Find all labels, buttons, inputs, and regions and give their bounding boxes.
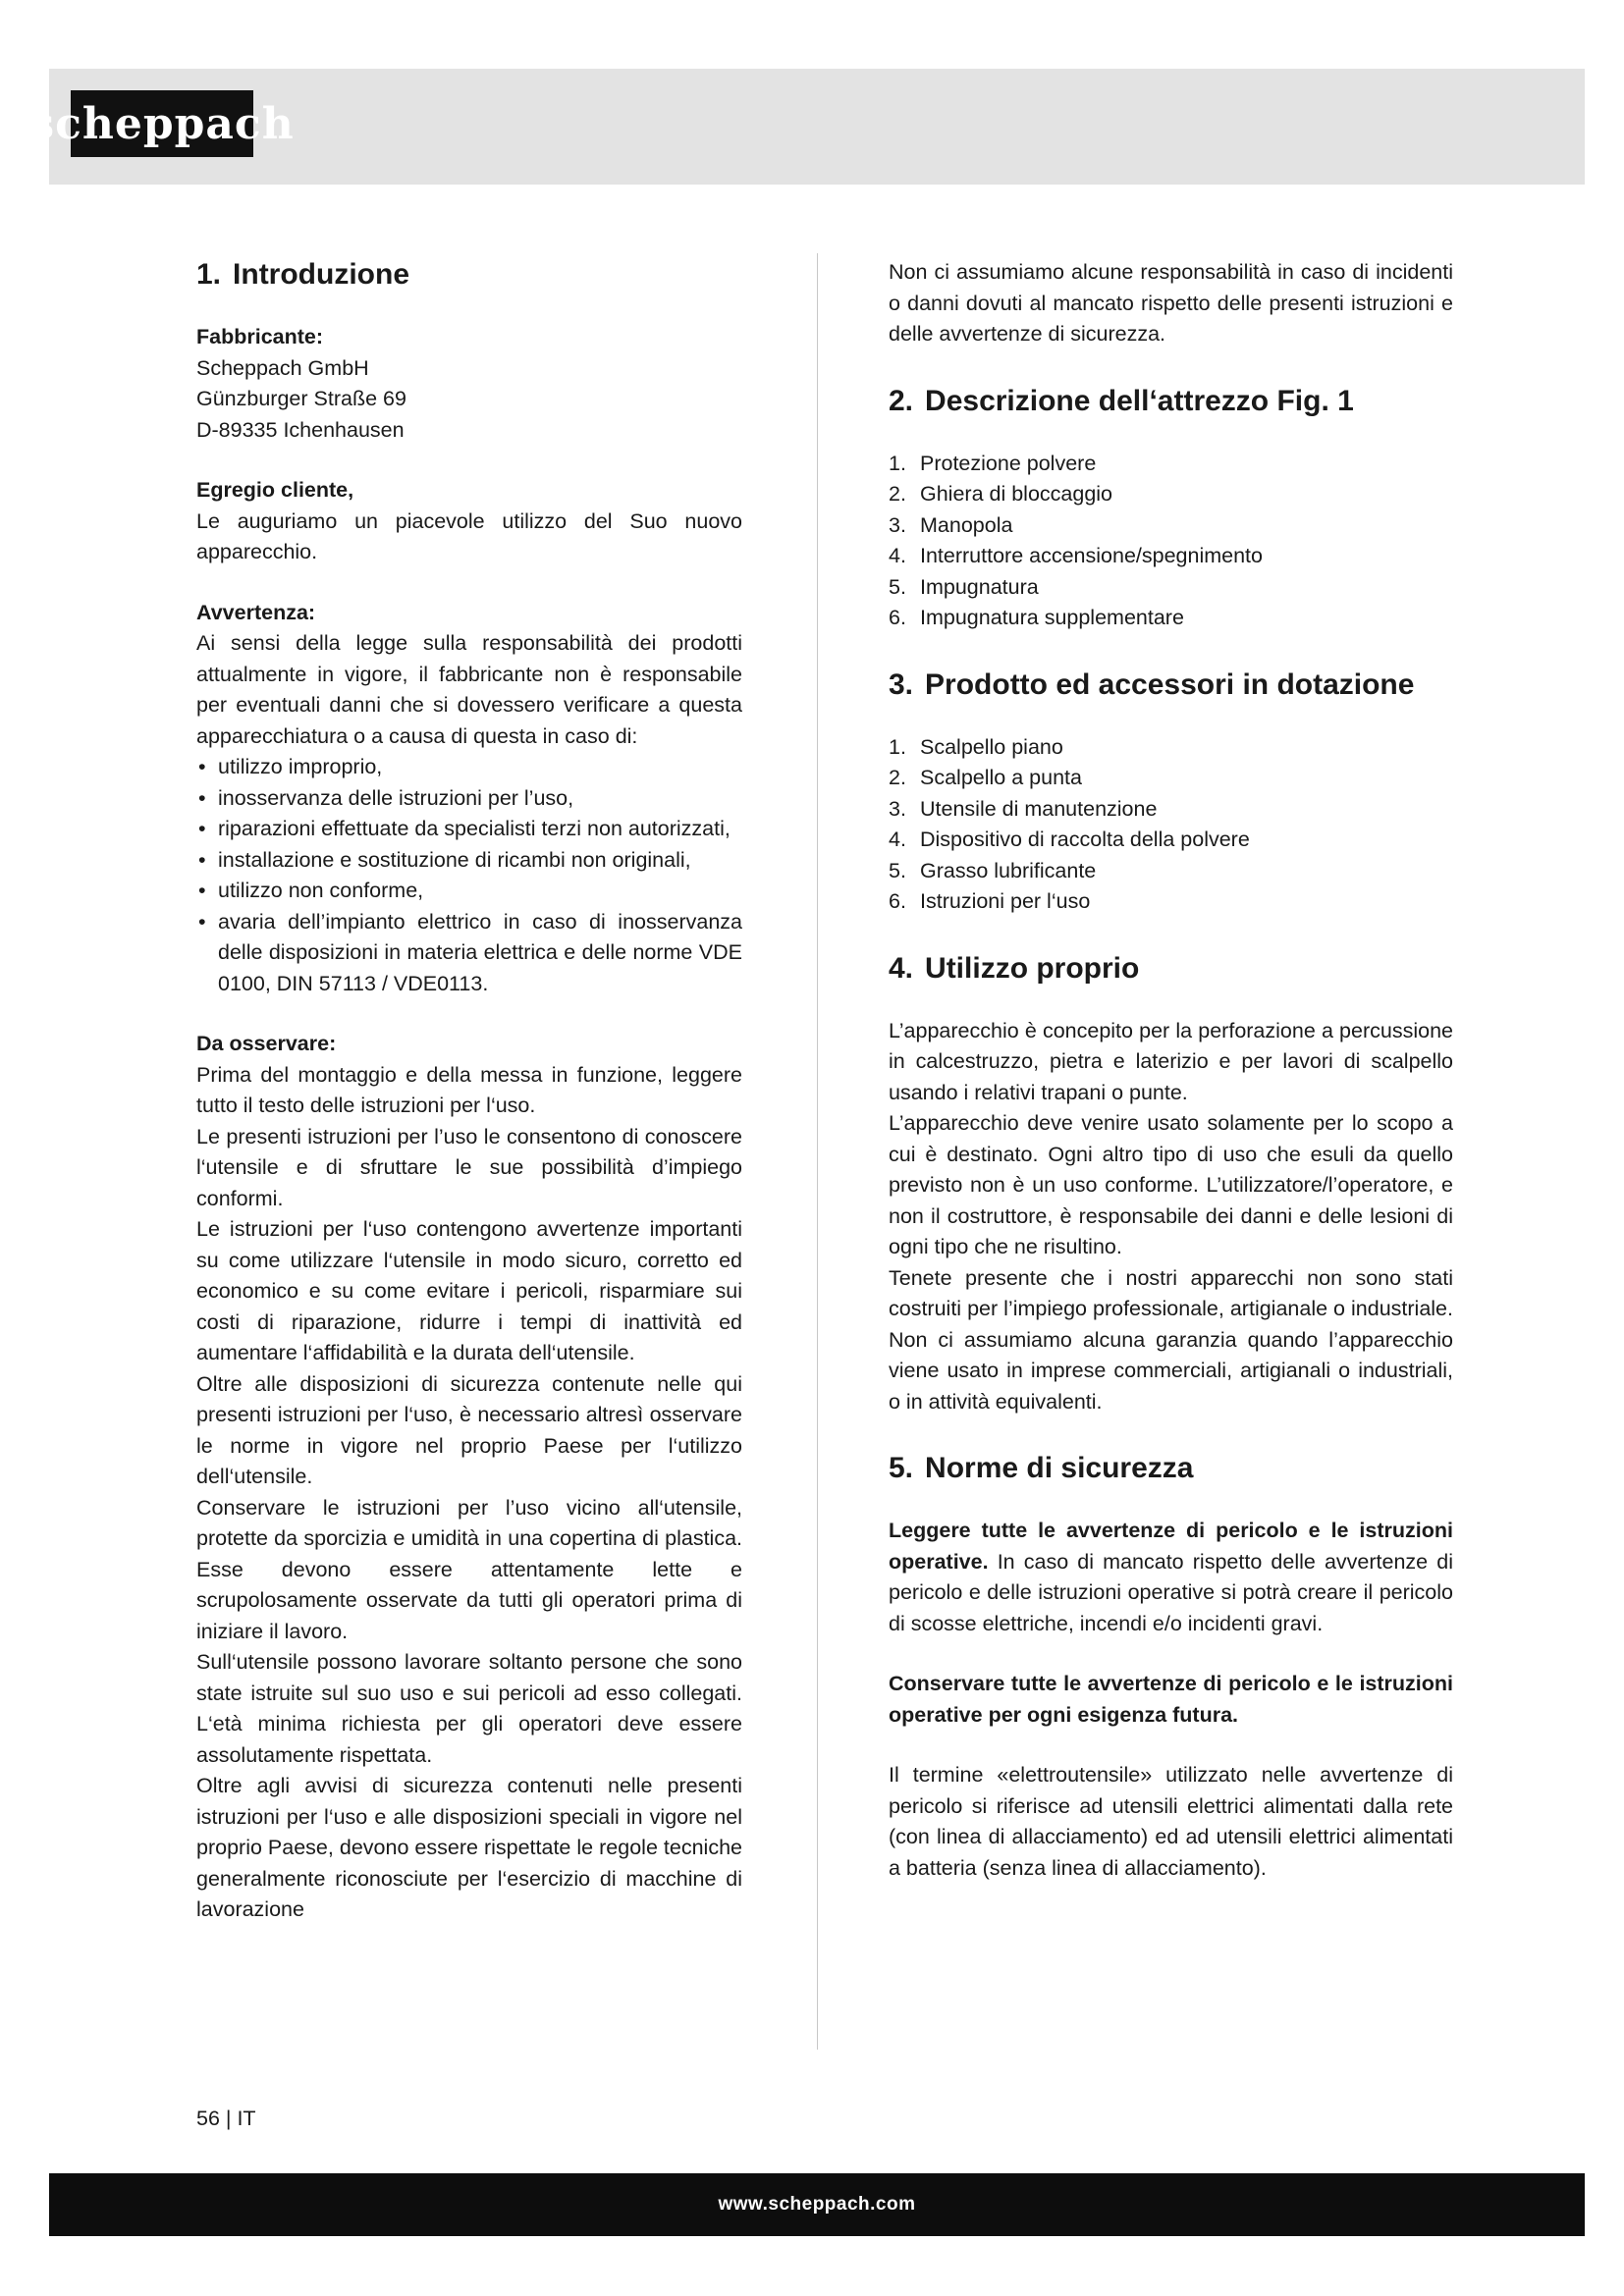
warning-text: Ai sensi della legge sulla responsabilità dei prodotti attualmente in vigore, il fabbricante non è responsabile per eventuali danni che si dovessero verificare a questa apparecchiatura o a causa di questa in caso di: (196, 631, 742, 748)
observe-label: Da osservare: (196, 1032, 337, 1055)
observe-paragraph: Le presenti istruzioni per l’uso le consentono di conoscere l‘utensile e di sfruttare le sue possibilità d’impiego conformi. (196, 1124, 742, 1210)
list-item: 1. Scalpello piano (889, 734, 1063, 759)
manufacturer-street: Günzburger Straße 69 (196, 387, 406, 410)
supply-list (889, 732, 1453, 918)
safety-paragraph-3: Il termine «elettroutensile» utilizzato nelle avvertenze di pericolo si riferisce ad utensili elettrici alimentati dalla rete (con linea di allacciamento) ed ad utensili elettrici alimentati a batteria (senza linea di allacciamento). (889, 1763, 1453, 1880)
observe-paragraph: Le istruzioni per l‘uso contengono avvertenze importanti su come utilizzare l‘utensile in modo sicuro, corretto ed economico e su come evitare i pericoli, risparmiare sui costi di riparazione, ridurre i tempi di inattività ed aumentare l‘affidabilità e la durata dell‘utensile. (196, 1217, 742, 1364)
list-item: 5. Grasso lubrificante (889, 858, 1097, 882)
column-divider (817, 253, 818, 2050)
customer-label: Egregio cliente, (196, 478, 354, 502)
list-item: • utilizzo non conforme, (196, 876, 742, 907)
observe-paragraph: Oltre alle disposizioni di sicurezza contenute nelle qui presenti istruzioni per l‘uso, è necessario altresì osservare le norme in vigore nel proprio Paese per l‘utilizzo dell‘utensile. (196, 1371, 742, 1488)
section-2-heading: 2. Descrizione dell‘attrezzo Fig. 1 (889, 384, 1354, 417)
list-item: 4. Interruttore accensione/spegnimento (889, 544, 1263, 567)
use-paragraph: Tenete presente che i nostri apparecchi non sono stati costruiti per l’impiego professionale, artigianale o industriale. Non ci assumiamo alcuna garanzia quando l’apparecchio viene usato in imprese commerciali, artigianali o industriali, o in attività equivalenti. (889, 1265, 1453, 1414)
warning-label: Avvertenza: (196, 600, 316, 624)
customer-text: Le auguriamo un piacevole utilizzo del Suo nuovo apparecchio. (196, 508, 742, 563)
list-item: • avaria dell’impianto elettrico in caso di inosservanza delle disposizioni in materia elettrica e delle norme VDE 0100, DIN 57113 / VDE0113. (196, 907, 742, 1000)
list-item: 1. Protezione polvere (889, 451, 1097, 475)
right-column (889, 257, 1453, 1884)
list-item: 5. Impugnatura (889, 574, 1039, 599)
scheppach-logo: scheppach (71, 90, 253, 157)
list-item: 2. Ghiera di bloccaggio (889, 482, 1113, 506)
description-list (889, 449, 1453, 634)
safety-paragraph-1: Leggere tutte le avvertenze di pericolo e le istruzioni operative. In caso di mancato rispetto delle avvertenze di pericolo e delle istruzioni operative si potrà creare il pericolo di scosse elettriche, incendi e/o incidenti gravi. (889, 1519, 1453, 1635)
list-item: • utilizzo improprio, (196, 752, 742, 783)
list-item: 2. Scalpello a punta (889, 766, 1082, 789)
section-1-heading: 1. Introduzione (196, 258, 410, 291)
list-item: • installazione e sostituzione di ricambi non originali, (196, 845, 742, 877)
liability-text: Non ci assumiamo alcune responsabilità in caso di incidenti o danni dovuti al mancato rispetto delle presenti istruzioni e delle avvertenze di sicurezza. (889, 260, 1453, 346)
manufacturer-city: D-89335 Ichenhausen (196, 417, 405, 442)
footer-band (49, 2173, 1585, 2236)
list-item: 6. Istruzioni per l‘uso (889, 889, 1091, 913)
observe-paragraph: Conservare le istruzioni per l’uso vicino all‘utensile, protette da sporcizia e umidità in una copertina di plastica. Esse devono essere attentamente lette e scrupolosamente osservate da tutti gli operatori prima di iniziare il lavoro. (196, 1495, 742, 1643)
list-item: 4. Dispositivo di raccolta della polvere (889, 828, 1250, 851)
observe-paragraph: Oltre agli avvisi di sicurezza contenuti nelle presenti istruzioni per l‘uso e alle disposizioni speciali in vigore nel proprio Paese, devono essere rispettate le regole tecniche generalmente riconosciute per l‘esercizio di macchine di lavorazione (196, 1774, 742, 1921)
warning-list (196, 752, 742, 999)
list-item: 3. Manopola (889, 512, 1013, 537)
section-5-heading: 5. Norme di sicurezza (889, 1452, 1194, 1484)
footer-url[interactable]: www.scheppach.com (718, 2194, 916, 2215)
use-paragraph: L’apparecchio è concepito per la perforazione a percussione in calcestruzzo, pietra e laterizio e per lavori di scalpello usando i relativi trapani o punte. (889, 1018, 1453, 1104)
safety-paragraph-2: Conservare tutte le avvertenze di pericolo e le istruzioni operative per ogni esigenza futura. (889, 1672, 1453, 1727)
list-item: 3. Utensile di manutenzione (889, 796, 1158, 821)
observe-paragraph: Prima del montaggio e della messa in funzione, leggere tutto il testo delle istruzioni per l‘uso. (196, 1062, 742, 1117)
left-column (196, 257, 742, 1926)
list-item: • inosservanza delle istruzioni per l’uso, (196, 783, 742, 815)
page-number: 56 | IT (196, 2107, 256, 2130)
section-4-heading: 4. Utilizzo proprio (889, 951, 1140, 985)
use-paragraph: L’apparecchio deve venire usato solamente per lo scopo a cui è destinato. Ogni altro tipo di uso che esuli da quello previsto non è un uso conforme. L’utilizzatore/l’operatore, e non il costruttore, è responsabile dei danni e delle lesioni di ogni tipo che ne risultino. (889, 1111, 1453, 1258)
manufacturer-name: Scheppach GmbH (196, 355, 369, 380)
manufacturer-label: Fabbricante: (196, 325, 324, 348)
section-3-heading: 3. Prodotto ed accessori in dotazione (889, 667, 1415, 701)
list-item: • riparazioni effettuate da specialisti terzi non autorizzati, (196, 814, 742, 845)
observe-paragraph: Sull‘utensile possono lavorare soltanto persone che sono state istruite sul suo uso e sui pericoli ad esso collegati. L‘età minima richiesta per gli operatori deve essere assolutamente rispettata. (196, 1650, 742, 1767)
list-item: 6. Impugnatura supplementare (889, 606, 1184, 629)
